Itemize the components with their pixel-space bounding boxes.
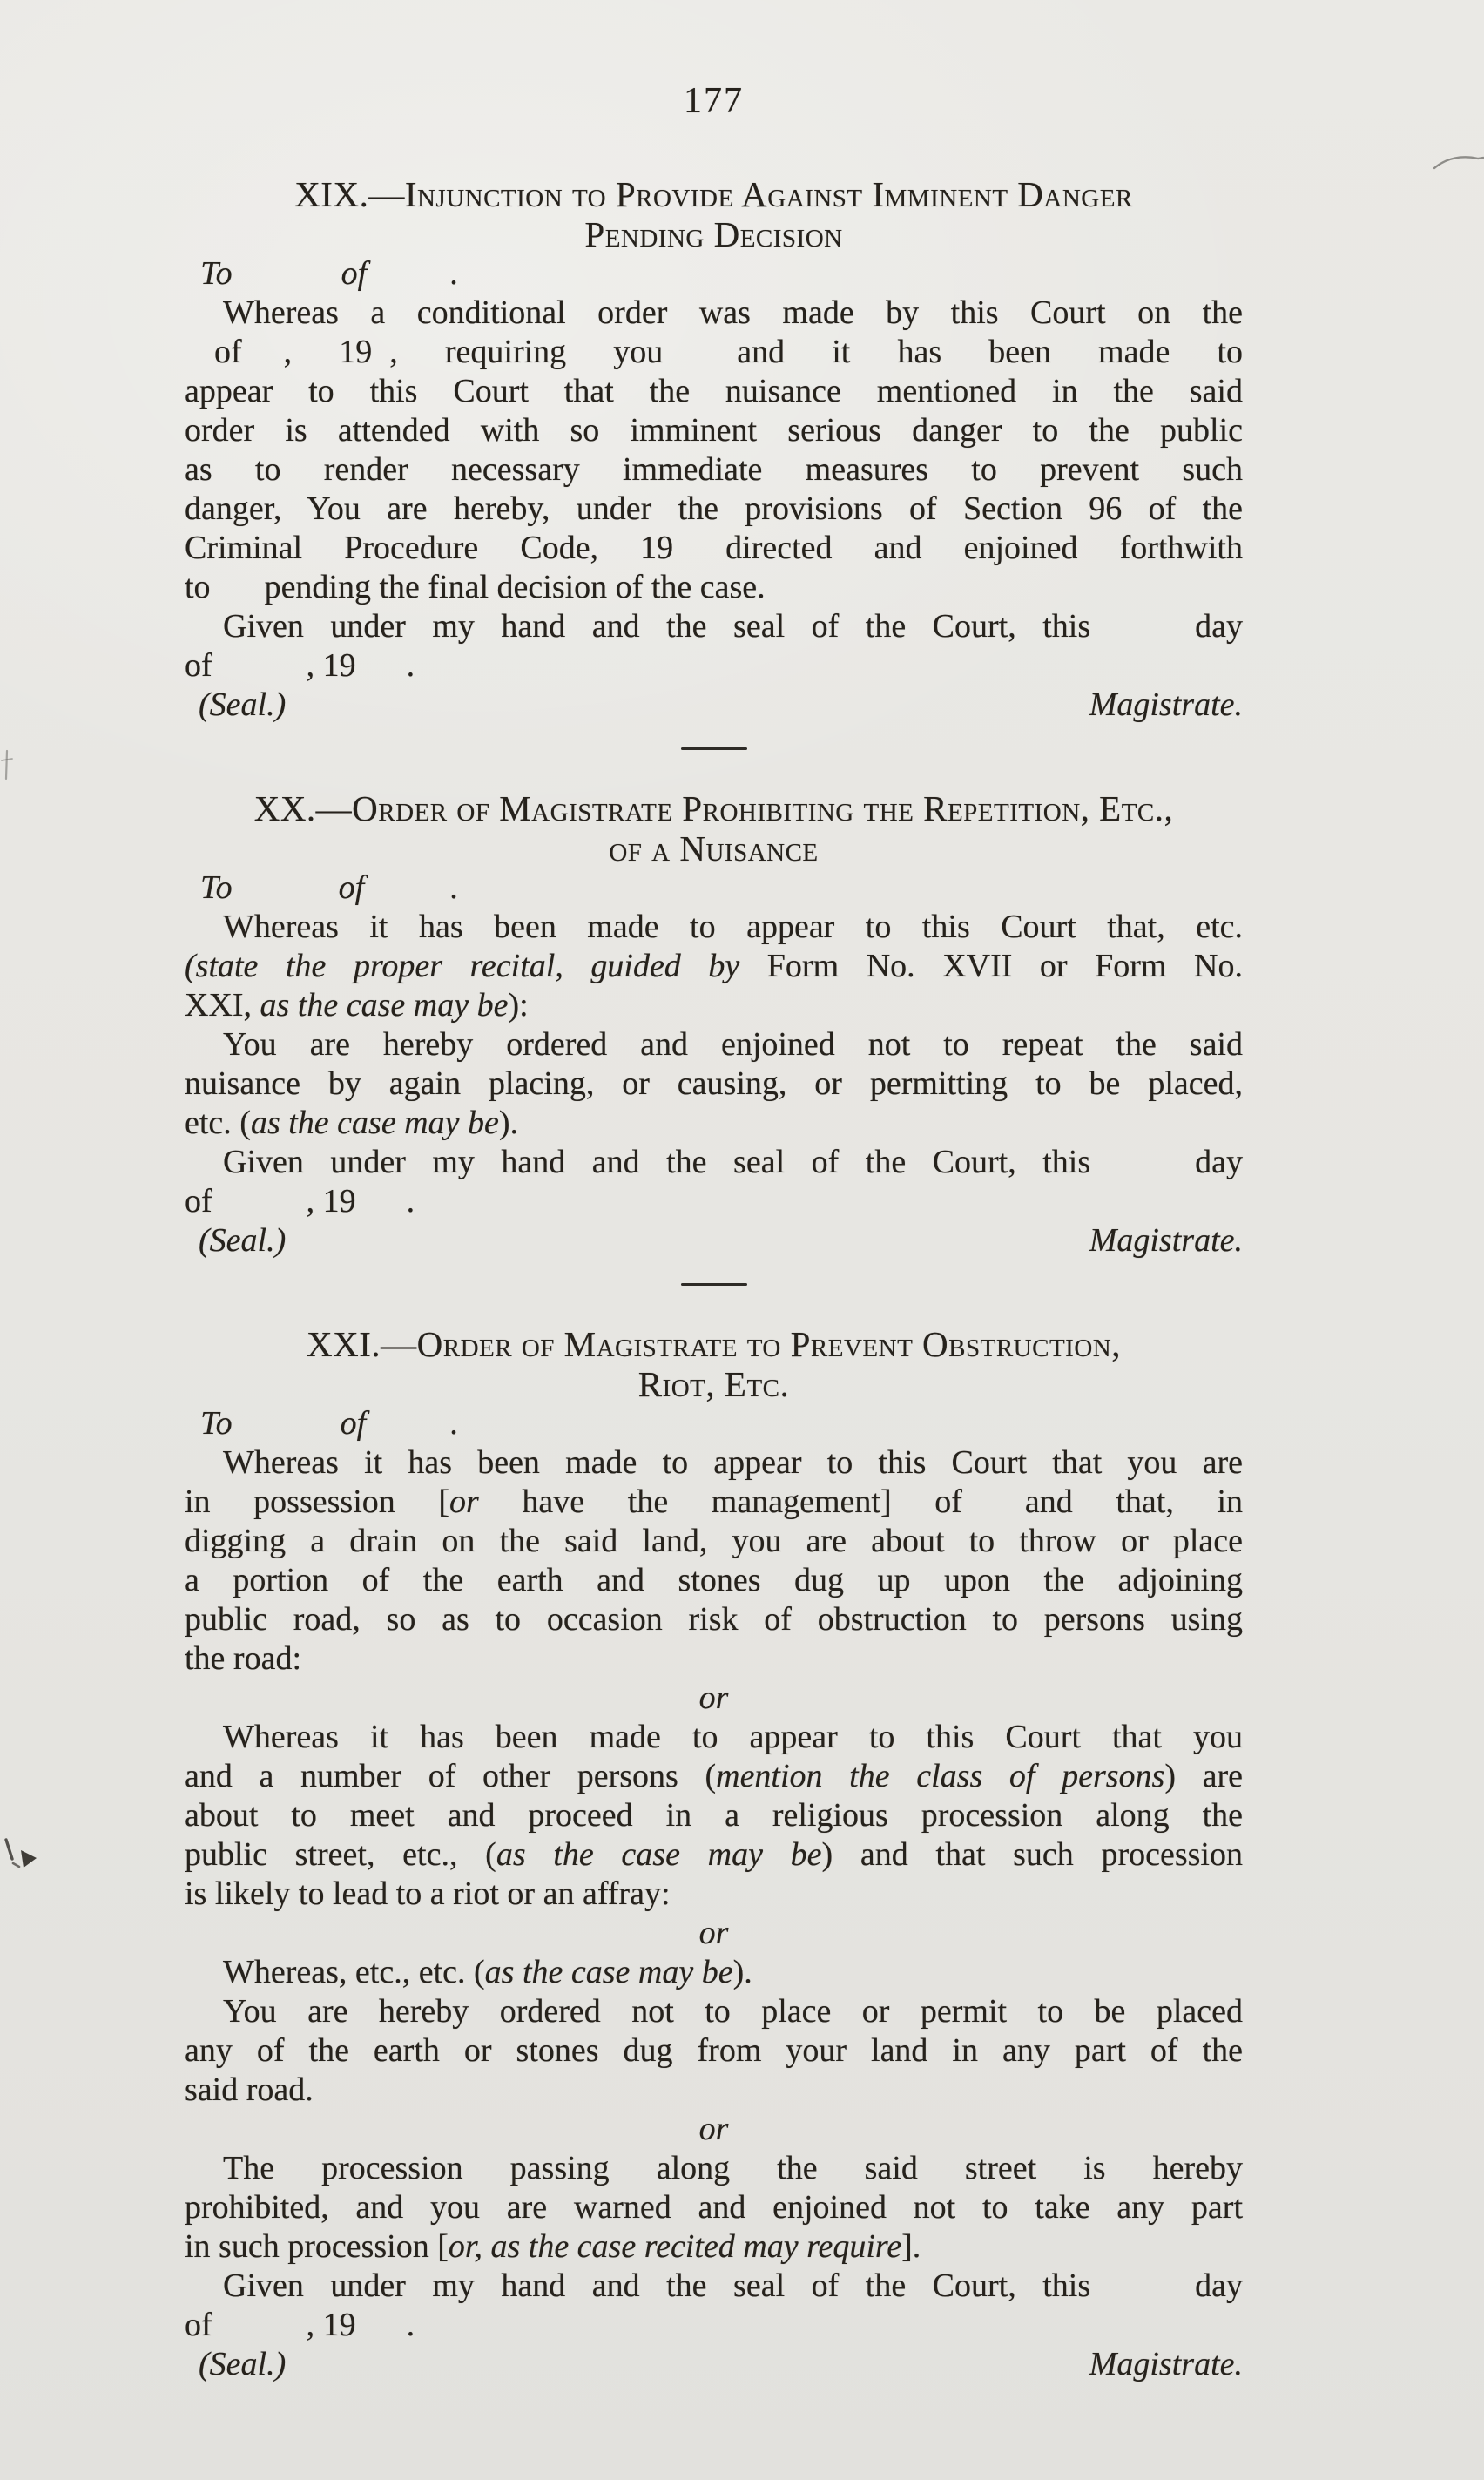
text-run: XXI, — [185, 987, 260, 1024]
text-run: of — [341, 255, 368, 292]
blank-space — [356, 674, 407, 676]
form-xx — [185, 788, 1243, 1286]
text-run: ) are — [1164, 1758, 1243, 1794]
section-heading — [185, 214, 1243, 254]
magistrate-label: Magistrate. — [1089, 1222, 1243, 1259]
text-line — [185, 2071, 1243, 2110]
blank-space — [211, 596, 265, 598]
text-run: . — [449, 255, 458, 292]
text-line — [185, 1835, 1243, 1875]
text-run: To — [200, 255, 233, 292]
seal-magistrate-line — [185, 1221, 1243, 1260]
text-run: appear to this Court that the nuisance mentioned in the said — [185, 373, 1243, 409]
document-body — [185, 174, 1243, 2384]
text-line — [185, 2031, 1243, 2071]
blank-space — [356, 2334, 407, 2335]
text-run: is likely to lead to a riot or an affray: — [185, 1875, 671, 1912]
text-run: nuisance by again placing, or causing, or permitting to be placed, — [185, 1065, 1243, 1102]
text-run: of — [185, 2307, 212, 2343]
text-line — [185, 2188, 1243, 2227]
text-run: in possession [ — [185, 1483, 450, 1520]
text-line — [185, 254, 1243, 294]
text-run: ). — [498, 1105, 519, 1141]
text-line — [185, 490, 1243, 529]
text-run: , 19 — [306, 2307, 356, 2343]
blank-space — [364, 896, 449, 898]
text-line — [185, 1600, 1243, 1639]
text-run: as to render necessary immediate measures to prevent such — [185, 451, 1243, 488]
text-line — [185, 2227, 1243, 2267]
text-line — [185, 646, 1243, 686]
ink-blot-icon — [2, 1836, 44, 1876]
text-run: any of the earth or stones dug from your land in any part of the — [185, 2032, 1243, 2069]
section-heading — [185, 1324, 1243, 1364]
section-heading — [185, 788, 1243, 828]
blank-space — [212, 1210, 307, 1212]
section-divider — [681, 1283, 747, 1286]
text-run: Whereas it has been made to appear to this Court that you are — [223, 1444, 1243, 1481]
text-run: and that, in — [1024, 1483, 1244, 1520]
text-line — [185, 333, 1243, 372]
text-line — [185, 2149, 1243, 2188]
blank-space — [212, 2334, 307, 2335]
magistrate-label: Magistrate. — [1089, 686, 1243, 723]
text-run: . — [406, 2307, 415, 2343]
pen-mark-icon — [1433, 148, 1484, 174]
text-run: of a Nuisance — [609, 828, 819, 868]
or-separator — [185, 2110, 1243, 2149]
section-heading — [185, 828, 1243, 868]
text-line — [185, 947, 1243, 986]
text-line — [185, 607, 1243, 646]
text-run: public street, etc., ( — [185, 1836, 496, 1873]
text-run: To — [200, 869, 233, 906]
text-line — [185, 1182, 1243, 1221]
text-line — [185, 1561, 1243, 1600]
text-line — [185, 1522, 1243, 1561]
or-separator — [185, 1679, 1243, 1718]
text-run: Whereas it has been made to appear to this Court that, etc. — [223, 909, 1243, 945]
text-run: prohibited, and you are warned and enjoined not to take any part — [185, 2189, 1243, 2226]
text-run: . — [449, 1405, 458, 1442]
text-run: a portion of the earth and stones dug up upon the adjoining — [185, 1562, 1243, 1598]
blank-space — [233, 282, 341, 284]
text-run: Riot, Etc. — [637, 1364, 790, 1404]
blank-space — [372, 361, 389, 362]
text-run: or — [449, 1483, 479, 1520]
text-line — [185, 1025, 1243, 1064]
text-run: in such procession [ — [185, 2228, 449, 2265]
blank-space — [962, 1510, 1025, 1512]
text-run: the road: — [185, 1640, 302, 1677]
text-run: public road, so as to occasion risk of obstruction to persons using — [185, 1601, 1243, 1638]
text-line — [185, 868, 1243, 908]
blank-space — [1090, 635, 1195, 637]
or-separator — [185, 1914, 1243, 1953]
text-run: . — [406, 647, 415, 684]
text-run: day — [1195, 1144, 1243, 1180]
seal-label: (Seal.) — [199, 1222, 287, 1259]
text-run: pending the final decision of the case. — [264, 569, 766, 605]
section-heading — [185, 1364, 1243, 1404]
blank-space — [356, 1210, 407, 1212]
text-run: as the case may be — [260, 987, 509, 1024]
text-run: of — [338, 869, 365, 906]
text-run: ) and that such procession — [821, 1836, 1243, 1873]
text-run: or — [698, 1679, 729, 1716]
text-run: about to meet and proceed in a religious procession along the — [185, 1797, 1243, 1834]
text-run: , 19 — [306, 1183, 356, 1220]
text-run: etc. ( — [185, 1105, 251, 1141]
text-line — [185, 1953, 1243, 1992]
section-heading — [185, 174, 1243, 214]
blank-space — [233, 896, 339, 898]
text-line — [185, 1143, 1243, 1182]
text-run: or — [698, 2111, 729, 2147]
text-run: to — [185, 569, 211, 605]
text-line — [185, 1992, 1243, 2031]
text-line — [185, 1639, 1243, 1679]
text-line — [185, 1796, 1243, 1835]
text-run: , 19 — [283, 334, 373, 370]
text-run: To — [200, 1405, 233, 1442]
text-run: mention the class of persons — [716, 1758, 1165, 1794]
text-line — [185, 908, 1243, 947]
page-number: 177 — [684, 81, 744, 121]
text-run: order is attended with so imminent serious danger to the public — [185, 412, 1243, 449]
blank-space — [367, 282, 449, 284]
text-run: or, as the case recited may require — [448, 2228, 902, 2265]
text-run: Whereas a conditional order was made by this Court on the — [223, 294, 1243, 331]
text-line — [185, 1757, 1243, 1796]
text-run: ]. — [901, 2228, 921, 2265]
text-run: You are hereby ordered and enjoined not to repeat the said — [223, 1026, 1243, 1063]
text-run: and a number of other persons ( — [185, 1758, 717, 1794]
text-run: day — [1195, 2267, 1243, 2304]
text-line — [185, 372, 1243, 411]
text-run: . — [406, 1183, 415, 1220]
text-run: Form No. XVII or Form No. — [739, 948, 1243, 984]
text-run: have the management] of — [478, 1483, 962, 1520]
seal-label: (Seal.) — [199, 686, 287, 723]
text-run: of — [185, 1183, 212, 1220]
text-run: Pending Decision — [584, 214, 843, 254]
text-line — [185, 1875, 1243, 1914]
seal-label: (Seal.) — [199, 2346, 287, 2382]
text-run: ): — [508, 987, 529, 1024]
blank-space — [242, 361, 284, 362]
text-run: Whereas it has been made to appear to this Court that you — [223, 1719, 1243, 1755]
blank-space — [1090, 1171, 1195, 1172]
text-run: danger, You are hereby, under the provisions of Section 96 of the — [185, 490, 1243, 527]
text-line — [185, 568, 1243, 607]
text-line — [185, 450, 1243, 490]
text-line — [185, 1483, 1243, 1522]
text-run: Given under my hand and the seal of the Court, this — [223, 2267, 1091, 2304]
text-run: XIX.—Injunction to Provide Against Imminent Danger — [294, 174, 1133, 214]
text-run: or — [698, 1915, 729, 1951]
text-line — [185, 529, 1243, 568]
blank-space — [1090, 2294, 1195, 2296]
section-divider — [681, 747, 747, 750]
text-run: and it has been made to — [737, 334, 1243, 370]
text-line — [185, 1404, 1243, 1443]
text-run: as the case may be — [484, 1954, 733, 1990]
blank-space — [233, 1432, 341, 1434]
text-line — [185, 1064, 1243, 1104]
text-line — [185, 411, 1243, 450]
text-run: (state the proper recital, guided by — [185, 948, 740, 984]
blank-space — [212, 674, 307, 676]
text-run: as the case may be — [496, 1836, 822, 1873]
seal-magistrate-line — [185, 686, 1243, 725]
text-run: directed and enjoined forthwith — [725, 530, 1243, 566]
text-run: digging a drain on the said land, you are about to throw or place — [185, 1523, 1243, 1559]
text-run: The procession passing along the said street is hereby — [223, 2150, 1243, 2186]
text-line — [185, 294, 1243, 333]
text-run: Criminal Procedure Code, 19 — [185, 530, 674, 566]
text-line — [185, 986, 1243, 1025]
form-xxi — [185, 1324, 1243, 2384]
text-run: Whereas, etc., etc. ( — [223, 1954, 485, 1990]
text-run: You are hereby ordered not to place or permit to be placed — [223, 1993, 1243, 2030]
form-xix — [185, 174, 1243, 750]
text-run: Given under my hand and the seal of the Court, this — [223, 1144, 1091, 1180]
text-run: said road. — [185, 2071, 314, 2108]
magistrate-label: Magistrate. — [1089, 2346, 1243, 2382]
text-line — [185, 1443, 1243, 1483]
margin-tick-icon — [0, 749, 14, 786]
blank-space — [366, 1432, 449, 1434]
blank-space — [673, 557, 725, 558]
text-run: Given under my hand and the seal of the Court, this — [223, 608, 1091, 645]
blank-space — [663, 361, 737, 362]
text-run: XXI.—Order of Magistrate to Prevent Obstruction, — [307, 1324, 1121, 1364]
text-run: , 19 — [306, 647, 356, 684]
text-line — [185, 2306, 1243, 2345]
text-line — [185, 2267, 1243, 2306]
text-run: of — [185, 647, 212, 684]
text-run: as the case may be — [250, 1105, 499, 1141]
text-run: day — [1195, 608, 1243, 645]
text-run: . — [449, 869, 458, 906]
text-run: of — [214, 334, 242, 370]
text-line — [185, 1104, 1243, 1143]
text-run: XX.—Order of Magistrate Prohibiting the Repetition, Etc., — [253, 788, 1174, 828]
text-run: , requiring you — [389, 334, 664, 370]
seal-magistrate-line — [185, 2345, 1243, 2384]
text-run: ). — [732, 1954, 752, 1990]
text-line — [185, 1718, 1243, 1757]
text-run: of — [340, 1405, 367, 1442]
